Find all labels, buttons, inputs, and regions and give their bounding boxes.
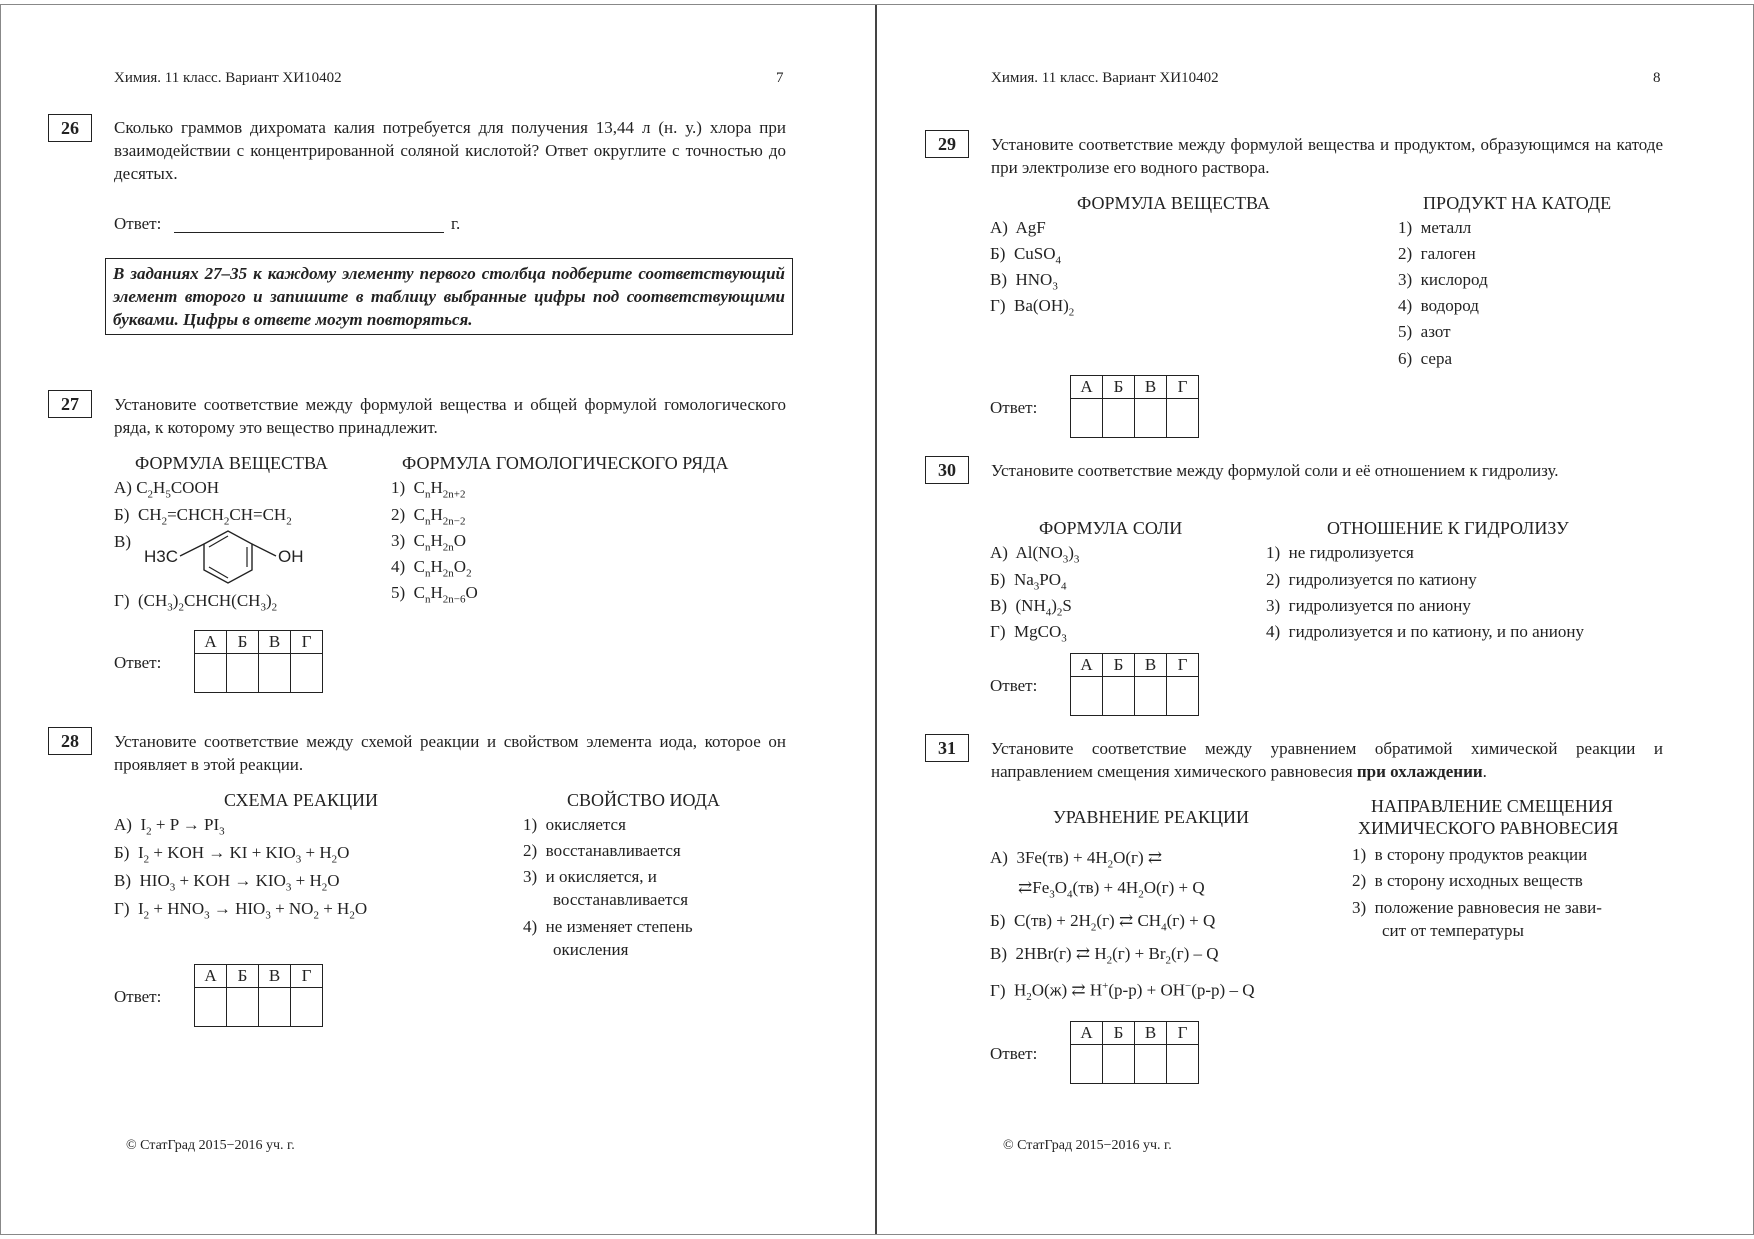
answer-table [194, 630, 323, 693]
instruction-box: В заданиях 27–35 к каждому элементу первого столбца подберите соответствующий элемент второго и запишите в таблицу выбранные цифры под соответствующими буквами. Цифры в ответе могут повторяться. [105, 258, 793, 335]
answer-cell[interactable] [1103, 399, 1135, 438]
answer-col-header: Б [227, 965, 259, 988]
option-4: 4) водород [1398, 296, 1479, 315]
answer-label: Ответ: [114, 987, 162, 1006]
option-a: А) AgF [990, 218, 1046, 237]
option-1: 1) не гидролизуется [1266, 543, 1414, 562]
answer-label: Ответ: [114, 214, 162, 233]
answer-col-header: Б [227, 631, 259, 654]
option-d: Г) $I_2 + HNO_3 \to HIO_3 + NO_2 + H_2O$ [114, 899, 368, 922]
option-3-continued: сит от температуры [1382, 921, 1524, 940]
answer-col-header: А [1071, 654, 1103, 677]
answer-label: Ответ: [990, 1044, 1038, 1063]
option-c: В) 2HBr(г) ⇄ $H_2(г) + Br_2(г) - Q$ [990, 944, 1219, 967]
column-header: УРАВНЕНИЕ РЕАКЦИИ [1053, 807, 1249, 827]
answer-col-header: В [259, 965, 291, 988]
column-header: ФОРМУЛА ВЕЩЕСТВА [1077, 193, 1270, 213]
column-header: ХИМИЧЕСКОГО РАВНОВЕСИЯ [1358, 818, 1619, 838]
option-b: Б) $I_2$ + KOH → KI + $KIO_3 + H_2O$ [114, 843, 350, 866]
answer-cell[interactable] [259, 988, 291, 1027]
option-2: 2) $C_nH_{2n-2}$ [391, 505, 466, 528]
column-header: СХЕМА РЕАКЦИИ [224, 790, 379, 810]
option-3: 3) кислород [1398, 270, 1488, 289]
answer-label: Ответ: [114, 653, 162, 672]
answer-col-header: Б [1103, 654, 1135, 677]
option-1: 1) окисляется [523, 815, 626, 834]
option-c: В) $HIO_3$ + KOH → $KIO_3 + H_2O$ [114, 871, 340, 894]
answer-label: Ответ: [990, 398, 1038, 417]
question-text: Установите соответствие между формулой вещества и общей формулой гомологического ряда, к которому это вещество принадлежит. [114, 395, 786, 437]
question-number: 27 [48, 390, 92, 418]
option-4: 4) не изменяет степень [523, 917, 693, 936]
column-header: ПРОДУКТ НА КАТОДЕ [1423, 193, 1612, 213]
answer-unit: г. [451, 214, 461, 233]
option-b: Б) $Na_3PO_4$ [990, 570, 1067, 593]
option-b: Б) $CH_2=CHCH_2CH=CH_2$ [114, 505, 292, 528]
answer-cell[interactable] [291, 988, 323, 1027]
option-2: 2) восстанавливается [523, 841, 681, 860]
answer-cell[interactable] [227, 988, 259, 1027]
page-number: 8 [1653, 70, 1661, 86]
option-d: Г) $(CH_3)_2CHCH(CH_3)_2$ [114, 591, 278, 614]
column-header: ФОРМУЛА СОЛИ [1039, 518, 1183, 538]
option-d: Г) MgCO$_3$ [990, 622, 1067, 645]
answer-cell[interactable] [1167, 399, 1199, 438]
answer-table [194, 964, 323, 1027]
answer-col-header: В [1135, 654, 1167, 677]
option-a-continued: $⇄Fe_3O_4(тв) + 4H_2O(г) + Q$ [1018, 878, 1205, 901]
option-5: 5) $C_nH_{2n-6}O$ [391, 583, 478, 606]
option-3: 3) $C_nH_{2n}O$ [391, 531, 467, 554]
answer-cell[interactable] [1135, 677, 1167, 716]
question-number: 30 [925, 456, 969, 484]
answer-col-header: Г [291, 965, 323, 988]
option-1: 1) металл [1398, 218, 1472, 237]
answer-cell[interactable] [1167, 1045, 1199, 1084]
option-3: 3) и окисляется, и [523, 867, 657, 886]
answer-cell[interactable] [1103, 677, 1135, 716]
answer-col-header: Б [1103, 1022, 1135, 1045]
option-a: А) $3Fe(тв) + 4H_2O(г)$ ⇄ [990, 848, 1163, 871]
option-3: 3) положение равновесия не зави- [1352, 898, 1602, 917]
column-header: НАПРАВЛЕНИЕ СМЕЩЕНИЯ [1371, 796, 1613, 816]
option-6: 6) сера [1398, 349, 1453, 368]
column-header: ФОРМУЛА ВЕЩЕСТВА [135, 453, 328, 473]
question-text: Установите соответствие между формулой вещества и продуктом, образующимся на катоде при электролизе его водного раствора. [991, 135, 1663, 177]
page-header: Химия. 11 класс. Вариант ХИ10402 [114, 70, 342, 86]
answer-col-header: А [195, 965, 227, 988]
answer-col-header: В [259, 631, 291, 654]
answer-table [1070, 375, 1199, 438]
answer-cell[interactable] [259, 654, 291, 693]
answer-cell[interactable] [291, 654, 323, 693]
answer-col-header: А [1071, 1022, 1103, 1045]
option-a: А) $C_2H_5COOH$ [114, 478, 219, 501]
question-text: Установите соответствие между схемой реакции и свойством элемента иода, которое он проявляет в этой реакции. [114, 732, 786, 774]
option-c: В) [114, 532, 131, 551]
answer-col-header: Г [1167, 376, 1199, 399]
option-a: А) $Al(NO_3)_3$ [990, 543, 1080, 566]
answer-col-header: Г [1167, 1022, 1199, 1045]
option-b: Б) CuSO$_4$ [990, 244, 1062, 267]
option-5: 5) азот [1398, 322, 1451, 341]
answer-table [1070, 1021, 1199, 1084]
option-d: Г) $Ba(OH)_2$ [990, 296, 1075, 319]
question-number: 31 [925, 734, 969, 762]
answer-cell[interactable] [1071, 677, 1103, 716]
column-header: ОТНОШЕНИЕ К ГИДРОЛИЗУ [1327, 518, 1569, 538]
option-a: А) $I_2 + P \to PI_3$ [114, 815, 225, 838]
answer-table [1070, 653, 1199, 716]
question-emphasis: при охлаждении [1356, 762, 1483, 781]
option-2: 2) галоген [1398, 244, 1476, 263]
answer-col-header: В [1135, 376, 1167, 399]
column-header: ФОРМУЛА ГОМОЛОГИЧЕСКОГО РЯДА [402, 453, 729, 473]
answer-input-line[interactable] [174, 232, 444, 233]
methylphenol-structure [140, 522, 320, 584]
option-2: 2) гидролизуется по катиону [1266, 570, 1477, 589]
answer-col-header: А [195, 631, 227, 654]
option-b: Б) $C(тв) + 2H_2(г)$ ⇄ $CH_4(г) + Q$ [990, 911, 1216, 934]
answer-cell[interactable] [1135, 1045, 1167, 1084]
option-2: 2) в сторону исходных веществ [1352, 871, 1583, 890]
page-header: Химия. 11 класс. Вариант ХИ10402 [991, 70, 1219, 86]
answer-col-header: Г [291, 631, 323, 654]
page-right [877, 0, 1754, 1239]
option-3-continued: восстанавливается [553, 890, 689, 909]
option-1: 1) в сторону продуктов реакции [1352, 845, 1588, 864]
column-header: СВОЙСТВО ИОДА [567, 790, 720, 810]
question-number: 26 [48, 114, 92, 142]
question-number: 28 [48, 727, 92, 755]
answer-cell[interactable] [195, 654, 227, 693]
option-4: 4) гидролизуется и по катиону, и по аниону [1266, 622, 1584, 641]
structure-hydroxyl-label: OH [278, 547, 304, 566]
answer-cell[interactable] [227, 654, 259, 693]
option-4-continued: окисления [553, 940, 629, 959]
question-number: 29 [925, 130, 969, 158]
question-text: Установите соответствие между формулой соли и её отношением к гидролизу. [991, 461, 1559, 480]
answer-col-header: Г [1167, 654, 1199, 677]
copyright: © СтатГрад 2015−2016 уч. г. [1003, 1138, 1172, 1153]
answer-cell[interactable] [1167, 677, 1199, 716]
question-text: Установите соответствие между уравнением обратимой химической реакции и направлением смещения химического равновесия при охлаждении. [991, 739, 1663, 781]
option-3: 3) гидролизуется по аниону [1266, 596, 1471, 615]
option-c: В) $HNO_3$ [990, 270, 1058, 293]
answer-cell[interactable] [1103, 1045, 1135, 1084]
answer-label: Ответ: [990, 676, 1038, 695]
page-number: 7 [776, 70, 784, 86]
answer-cell[interactable] [1135, 399, 1167, 438]
answer-col-header: А [1071, 376, 1103, 399]
option-c: В) $(NH_4)_2S$ [990, 596, 1072, 619]
answer-cell[interactable] [1071, 1045, 1103, 1084]
answer-col-header: Б [1103, 376, 1135, 399]
option-4: 4) $C_nH_{2n}O_2$ [391, 557, 472, 580]
answer-cell[interactable] [195, 988, 227, 1027]
copyright: © СтатГрад 2015−2016 уч. г. [126, 1138, 295, 1153]
option-1: 1) $C_nH_{2n+2}$ [391, 478, 466, 501]
answer-cell[interactable] [1071, 399, 1103, 438]
option-d: Г) $H_2O(ж)$ ⇄ H+(р-р) + OH−(р-р) – Q [990, 980, 1255, 1004]
answer-col-header: В [1135, 1022, 1167, 1045]
question-text: Сколько граммов дихромата калия потребуется для получения 13,44 л (н. у.) хлора при взаимодействии с концентрированной соляной кислотой? Ответ округлите с точностью до десятых. [114, 118, 786, 183]
structure-methyl-label: H3C [144, 547, 179, 566]
